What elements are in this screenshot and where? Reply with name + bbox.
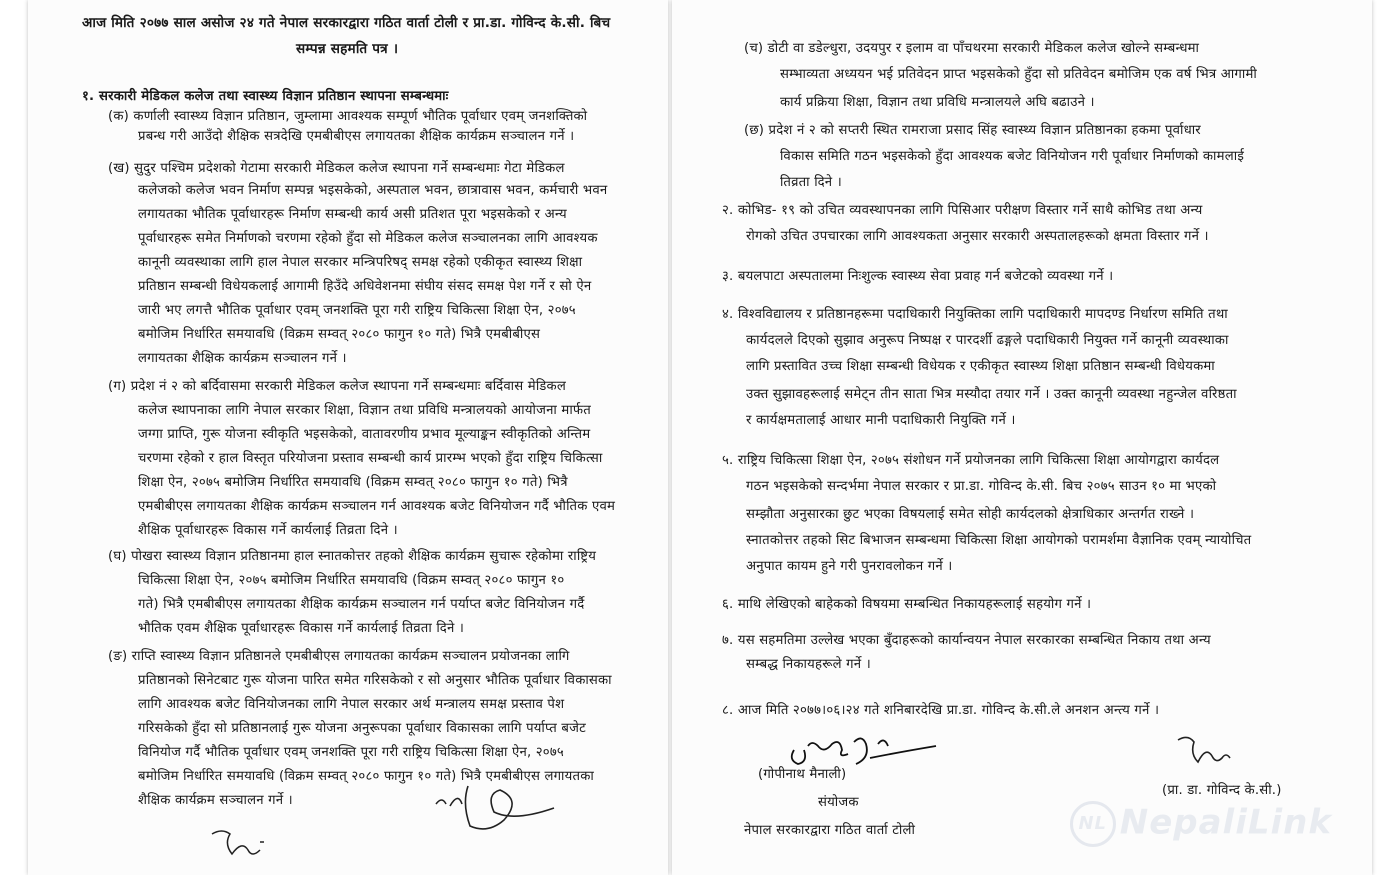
clause-kha-line-9: लगायतका शैक्षिक कार्यक्रम सञ्चालन गर्ने । [138, 351, 347, 366]
clause-ga-line-7: शैक्षिक पूर्वाधारहरू विकास गर्ने कार्यलाई तिव्रता दिने । [138, 523, 398, 538]
agreement-title-line-2: सम्पन्न सहमति पत्र । [296, 41, 399, 57]
point-4-line-4: उक्त सुझावहरूलाई समेट्न तीन साता भित्र मस्यौदा तयार गर्ने । उक्त कानूनी व्यवस्था नहुन्जेल वरिष्ठता [746, 387, 1237, 402]
signatory-name-right: (प्रा. डा. गोविन्द के.सी.) [1162, 783, 1282, 798]
clause-kha-line-7: जारी भए लगत्तै भौतिक पूर्वाधार एवम् जनशक्ति पूरा गरी राष्ट्रिय चिकित्सा शिक्षा ऐन, २०७५ [138, 303, 576, 318]
point-5-line-2: गठन भइसकेको सन्दर्भमा नेपाल सरकार र प्रा.डा. गोविन्द के.सी. बिच २०७५ साउन १० मा भएको [746, 479, 1217, 494]
clause-chha-line-1: (छ) प्रदेश नं २ को सप्तरी स्थित रामराजा प्रसाद सिंह स्वास्थ्य विज्ञान प्रतिष्ठानका हकमा पूर्वाधार [744, 123, 1201, 138]
point-2-line-1: २. कोभिड- १९ को उचित व्यवस्थापनका लागि पिसिआर परीक्षण विस्तार गर्ने साथै कोभिड तथा अन्य [722, 203, 1203, 218]
point-5-line-1: ५. राष्ट्रिय चिकित्सा शिक्षा ऐन, २०७५ संशोधन गर्ने प्रयोजनका लागि चिकित्सा शिक्षा आयोगद्वारा कार्यदल [722, 453, 1220, 468]
clause-nga-line-4: गरिसकेको हुँदा सो प्रतिष्ठानलाई गुरू योजना अनुरूपका पूर्वाधार विकासका लागि पर्याप्त बजेट [138, 721, 586, 736]
clause-chha-line-3: तिव्रता दिने । [780, 175, 842, 190]
point-4-line-1: ४. विश्वविद्यालय र प्रतिष्ठानहरूमा पदाधिकारी नियुक्तिका लागि पदाधिकारी मापदण्ड निर्धारण समिति तथा [722, 307, 1228, 322]
clause-gha-line-3: गते) भित्रै एमबीबीएस लगायतका शैक्षिक कार्यक्रम सञ्चालन गर्न पर्याप्त बजेट विनियोजन गर्दै [138, 597, 585, 612]
signature-govinda-kc [1172, 728, 1242, 768]
point-5-line-4: स्नातकोत्तर तहको सिट बिभाजन सम्बन्धमा चिकित्सा शिक्षा आयोगको परामर्शमा वैज्ञानिक एवम् न्यायोचित [746, 533, 1252, 548]
clause-cha-line-1: (च) डोटी वा डडेल्धुरा, उदयपुर र इलाम वा पाँचथरमा सरकारी मेडिकल कलेज खोल्ने सम्बन्धमा [744, 41, 1200, 56]
clause-cha-line-3: कार्य प्रक्रिया शिक्षा, विज्ञान तथा प्रविधि मन्त्रालयले अघि बढाउने । [780, 95, 1095, 110]
clause-nga-line-2: प्रतिष्ठानको सिनेटबाट गुरू योजना पारित समेत गरिसकेको र सो अनुसार भौतिक पूर्वाधार विकासका [138, 673, 612, 688]
watermark-logo [1070, 801, 1332, 847]
point-6-line-1: ६. माथि लेखिएको बाहेकको विषयमा सम्बन्धित निकायहरूलाई सहयोग गर्ने । [722, 597, 1092, 612]
clause-gha-line-1: (घ) पोखरा स्वास्थ्य विज्ञान प्रतिष्ठानमा हाल स्नातकोत्तर तहको शैक्षिक कार्यक्रम सुचारू रहेकोमा राष्ट्रिय [108, 549, 597, 564]
point-7-line-1: ७. यस सहमतिमा उल्लेख भएका बुँदाहरूको कार्यान्वयन नेपाल सरकारका सम्बन्धित निकाय तथा अन्य [722, 633, 1211, 648]
clause-kha-line-8: बमोजिम निर्धारित समयावधि (विक्रम सम्वत् २०८० फागुन १० गते) भित्रै एमबीबीएस [138, 327, 541, 342]
clause-cha-line-2: सम्भाव्यता अध्ययन भई प्रतिवेदन प्राप्त भइसकेको हुँदा सो प्रतिवेदन बमोजिम एक वर्ष भित्र आगामी [780, 67, 1257, 82]
clause-kha-line-3: लगायतका भौतिक पूर्वाधारहरू निर्माण सम्बन्धी कार्य असी प्रतिशत पूरा भइसकेको र अन्य [138, 207, 567, 222]
point-7-line-2: सम्बद्ध निकायहरूले गर्ने । [746, 657, 871, 672]
clause-nga-line-6: बमोजिम निर्धारित समयावधि (विक्रम सम्वत् २०८० फागुन १० गते) भित्रै एमबीबीएस लगायतका [138, 769, 594, 784]
signature-initial-bottom [206, 820, 276, 860]
signatory-organization-left: नेपाल सरकारद्वारा गठित वार्ता टोली [744, 823, 916, 838]
point-5-line-3: सम्झौता अनुसारका छुट भएका विषयलाई समेत सोही कार्यदलको क्षेत्राधिकार अन्तर्गत राख्ने । [746, 507, 1195, 522]
signature-initial-top [428, 776, 578, 846]
section-1-heading: १. सरकारी मेडिकल कलेज तथा स्वास्थ्य विज्ञान प्रतिष्ठान स्थापना सम्बन्धमाः [82, 89, 449, 104]
point-5-line-5: अनुपात कायम हुने गरी पुनरावलोकन गर्ने । [746, 559, 953, 574]
clause-kha-line-5: कानूनी व्यवस्थाका लागि हाल नेपाल सरकार मन्त्रिपरिषद् समक्ष रहेको एकीकृत स्वास्थ्य शिक्षा [138, 255, 583, 270]
clause-kha-line-4: पूर्वाधारहरू समेत निर्माणको चरणमा रहेको हुँदा सो मेडिकल कलेज सञ्चालनका लागि आवश्यक [138, 231, 598, 246]
watermark-text: NepaliLink [1119, 802, 1332, 843]
clause-ga-line-6: एमबीबीएस लगायतका शैक्षिक कार्यक्रम सञ्चालन गर्न आवश्यक बजेट विनियोजन गर्दै भौतिक एवम [138, 499, 616, 514]
clause-gha-line-4: भौतिक एवम शैक्षिक पूर्वाधारहरू विकास गर्ने कार्यलाई तिव्रता दिने । [138, 621, 465, 636]
clause-ka-line-1: (क) कर्णाली स्वास्थ्य विज्ञान प्रतिष्ठान, जुम्लामा आवश्यक सम्पूर्ण भौतिक पूर्वाधार एवम् जनशक्तिको [108, 109, 588, 124]
clause-nga-line-5: विनियोज गर्दै भौतिक पूर्वाधार एवम् जनशक्ति पूरा गरी राष्ट्रिय चिकित्सा शिक्षा ऐन, २०७५ [138, 745, 564, 760]
clause-ga-line-1: (ग) प्रदेश नं २ को बर्दिवासमा सरकारी मेडिकल कलेज स्थापना गर्ने सम्बन्धमाः बर्दिवास मेडिकल [108, 379, 567, 394]
clause-ga-line-5: शिक्षा ऐन, २०७५ बमोजिम निर्धारित समयावधि (विक्रम सम्वत् २०८० फागुन १० गते) भित्रै [138, 475, 568, 490]
clause-gha-line-2: चिकित्सा शिक्षा ऐन, २०७५ बमोजिम निर्धारित समयावधि (विक्रम सम्वत् २०८० फागुन १० [138, 573, 565, 588]
point-4-line-5: र कार्यक्षमतालाई आधार मानी पदाधिकारी नियुक्ति गर्ने । [746, 413, 1016, 428]
clause-kha-line-1: (ख) सुदुर पश्चिम प्रदेशको गेटामा सरकारी मेडिकल कलेज स्थापना गर्ने सम्बन्धमाः गेटा मेडिकल [108, 161, 565, 176]
clause-ga-line-3: जग्गा प्राप्ति, गुरू योजना स्वीकृति भइसकेको, वातावरणीय प्रभाव मूल्याङ्कन स्वीकृतिको अन्तिम [138, 427, 591, 442]
point-4-line-3: लागि प्रस्तावित उच्च शिक्षा सम्बन्धी विधेयक र एकीकृत स्वास्थ्य शिक्षा प्रतिष्ठान सम्बन्धी विधेयकमा [746, 359, 1215, 374]
clause-kha-line-2: कलेजको कलेज भवन निर्माण सम्पन्न भइसकेको, अस्पताल भवन, छात्रावास भवन, कर्मचारी भवन [138, 183, 608, 198]
point-3-line-1: ३. बयलपाटा अस्पतालमा निःशुल्क स्वास्थ्य सेवा प्रवाह गर्न बजेटको व्यवस्था गर्ने । [722, 269, 1114, 284]
left-document-page [28, 0, 668, 875]
clause-chha-line-2: विकास समिति गठन भइसकेको हुँदा आवश्यक बजेट विनियोजन गरी पूर्वाधार निर्माणको कामलाई [780, 149, 1244, 164]
right-document-page [672, 0, 1372, 875]
signatory-name-left: (गोपीनाथ मैनाली) [758, 767, 847, 782]
clause-kha-line-6: प्रतिष्ठान सम्बन्धी विधेयकलाई आगामी हिउँदे अधिवेशनमा संघीय संसद समक्ष पेश गर्ने र सो ऐन [138, 279, 592, 294]
clause-nga-line-1: (ङ) राप्ति स्वास्थ्य विज्ञान प्रतिष्ठानले एमबीबीएस लगायतका कार्यक्रम सञ्चालन प्रयोजनका लागि [108, 649, 570, 664]
point-2-line-2: रोगको उचित उपचारका लागि आवश्यकता अनुसार सरकारी अस्पतालहरूको क्षमता विस्तार गर्ने । [746, 229, 1209, 244]
signatory-role-left: संयोजक [818, 795, 859, 810]
point-8-line-1: ८. आज मिति २०७७।०६।२४ गते शनिबारदेखि प्रा.डा. गोविन्द के.सी.ले अनशन अन्त्य गर्ने । [722, 703, 1160, 718]
watermark-badge-icon: NL [1070, 801, 1116, 847]
clause-nga-line-7: शैक्षिक कार्यक्रम सञ्चालन गर्ने । [138, 793, 293, 808]
clause-nga-line-3: लागि आवश्यक बजेट विनियोजनका लागि नेपाल सरकार अर्थ मन्त्रालय समक्ष प्रस्ताव पेश [138, 697, 565, 712]
clause-ga-line-2: कलेज स्थापनाका लागि नेपाल सरकार शिक्षा, विज्ञान तथा प्रविधि मन्त्रालयको आयोजना मार्फत [138, 403, 592, 418]
point-4-line-2: कार्यदलले दिएको सुझाव अनुरूप निष्पक्ष र पारदर्शी ढङ्गले पदाधिकारी नियुक्त गर्ने कानूनी व्यवस्थाका [746, 333, 1229, 348]
agreement-title-line-1: आज मिति २०७७ साल असोज २४ गते नेपाल सरकारद्वारा गठित वार्ता टोली र प्रा.डा. गोविन्द के.सी. बिच [82, 15, 611, 31]
clause-ga-line-4: चरणमा रहेको र हाल विस्तृत परियोजना प्रस्ताव सम्बन्धी कार्य प्रारम्भ भएको हुँदा राष्ट्रिय चिकित्सा [138, 451, 603, 466]
clause-ka-line-2: प्रबन्ध गरी आउँदो शैक्षिक सत्रदेखि एमबीबीएस लगायतका शैक्षिक कार्यक्रम सञ्चालन गर्ने । [138, 129, 575, 144]
